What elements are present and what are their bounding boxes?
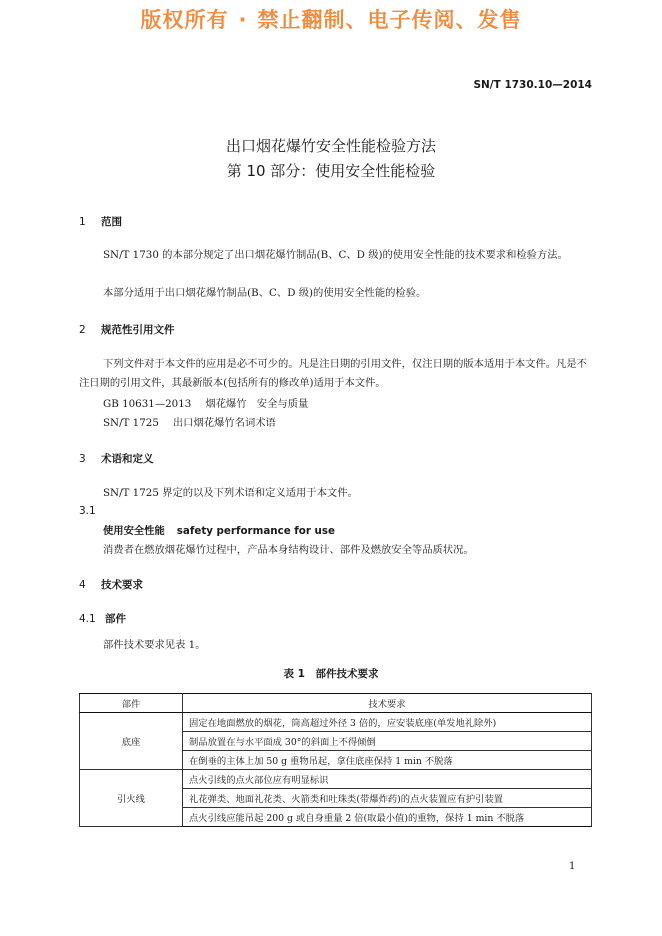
table-header-row bbox=[80, 694, 592, 713]
part-cell: 底座 bbox=[80, 713, 183, 770]
section-3-paragraph-1: SN/T 1725 界定的以及下列术语和定义适用于本文件。 bbox=[103, 487, 358, 499]
term-definition: 消费者在燃放烟花爆竹过程中，产品本身结构设计、部件及燃放安全等品质状况。 bbox=[103, 544, 474, 556]
subsection-title: 部件 bbox=[105, 613, 126, 625]
reference-item bbox=[103, 395, 308, 410]
term-heading bbox=[103, 522, 335, 537]
section-title: 术语和定义 bbox=[101, 453, 154, 465]
section-1-paragraph-2: 本部分适用于出口烟花爆竹制品(B、C、D 级)的使用安全性能的检验。 bbox=[103, 287, 427, 299]
column-header-requirement: 技术要求 bbox=[183, 694, 592, 713]
part-cell: 引火线 bbox=[80, 770, 183, 827]
reference-title: 出口烟花爆竹名词术语 bbox=[172, 417, 276, 429]
term-chinese: 使用安全性能 bbox=[103, 525, 165, 537]
requirement-cell: 点火引线应能吊起 200 g 或自身重量 2 倍(取最小值)的重物，保持 1 min 不脱落 bbox=[183, 808, 592, 827]
column-header-part: 部件 bbox=[80, 694, 183, 713]
section-number: 2 bbox=[79, 324, 86, 336]
requirements-table bbox=[79, 693, 592, 827]
section-3-heading bbox=[79, 451, 154, 466]
reference-code: GB 10631—2013 bbox=[103, 398, 192, 410]
page-number: 1 bbox=[569, 861, 576, 872]
subsection-4-1-heading bbox=[79, 611, 126, 626]
term-number: 3.1 bbox=[79, 505, 96, 517]
reference-title: 烟花爆竹 安全与质量 bbox=[205, 398, 309, 410]
subsection-number: 4.1 bbox=[79, 613, 96, 625]
section-number: 3 bbox=[79, 453, 86, 465]
section-title: 范围 bbox=[101, 216, 122, 228]
section-1-heading bbox=[79, 214, 122, 229]
reference-item bbox=[103, 414, 276, 429]
document-subtitle: 第 10 部分：使用安全性能检验 bbox=[226, 162, 436, 180]
section-1-paragraph-1: SN/T 1730 的本部分规定了出口烟花爆竹制品(B、C、D 级)的使用安全性能的技术要求和检验方法。 bbox=[103, 249, 568, 261]
watermark-text-left: 版权所有 bbox=[140, 8, 229, 32]
section-4-paragraph-1: 部件技术要求见表 1。 bbox=[103, 639, 206, 651]
section-number: 1 bbox=[79, 216, 86, 228]
term-english: safety performance for use bbox=[176, 525, 335, 537]
requirement-cell: 制品放置在与水平面成 30°的斜面上不得倾倒 bbox=[183, 732, 592, 751]
table-row bbox=[80, 770, 592, 789]
requirement-cell: 点火引线的点火部位应有明显标识 bbox=[183, 770, 592, 789]
copyright-watermark bbox=[0, 4, 662, 34]
section-title: 规范性引用文件 bbox=[101, 324, 175, 336]
requirement-cell: 在倒垂的主体上加 50 g 重物吊起，拿住底座保持 1 min 不脱落 bbox=[183, 751, 592, 770]
requirement-cell: 固定在地面燃放的烟花，筒高超过外径 3 倍的，应安装底座(单发地礼除外) bbox=[183, 713, 592, 732]
reference-code: SN/T 1725 bbox=[103, 417, 159, 429]
section-2-paragraph-1: 下列文件对于本文件的应用是必不可少的。凡是注日期的引用文件，仅注日期的版本适用于本文件。凡是不注日期的引用文件，其最新版本(包括所有的修改单)适用于本文件。 bbox=[79, 358, 587, 389]
table-row bbox=[80, 713, 592, 732]
section-number: 4 bbox=[79, 579, 86, 591]
document-number: SN/T 1730.10—2014 bbox=[473, 79, 592, 91]
section-2-heading bbox=[79, 322, 175, 337]
document-title: 出口烟花爆竹安全性能检验方法 bbox=[225, 137, 436, 155]
table-caption: 表 1 部件技术要求 bbox=[283, 668, 379, 680]
watermark-text-right: 禁止翻制、电子传阅、发售 bbox=[257, 8, 522, 32]
section-4-heading bbox=[79, 577, 143, 592]
requirement-cell: 礼花弹类、地面礼花类、火箭类和吐珠类(带爆炸药)的点火装置应有护引装置 bbox=[183, 789, 592, 808]
section-title: 技术要求 bbox=[101, 579, 143, 591]
watermark-separator: · bbox=[238, 8, 248, 32]
